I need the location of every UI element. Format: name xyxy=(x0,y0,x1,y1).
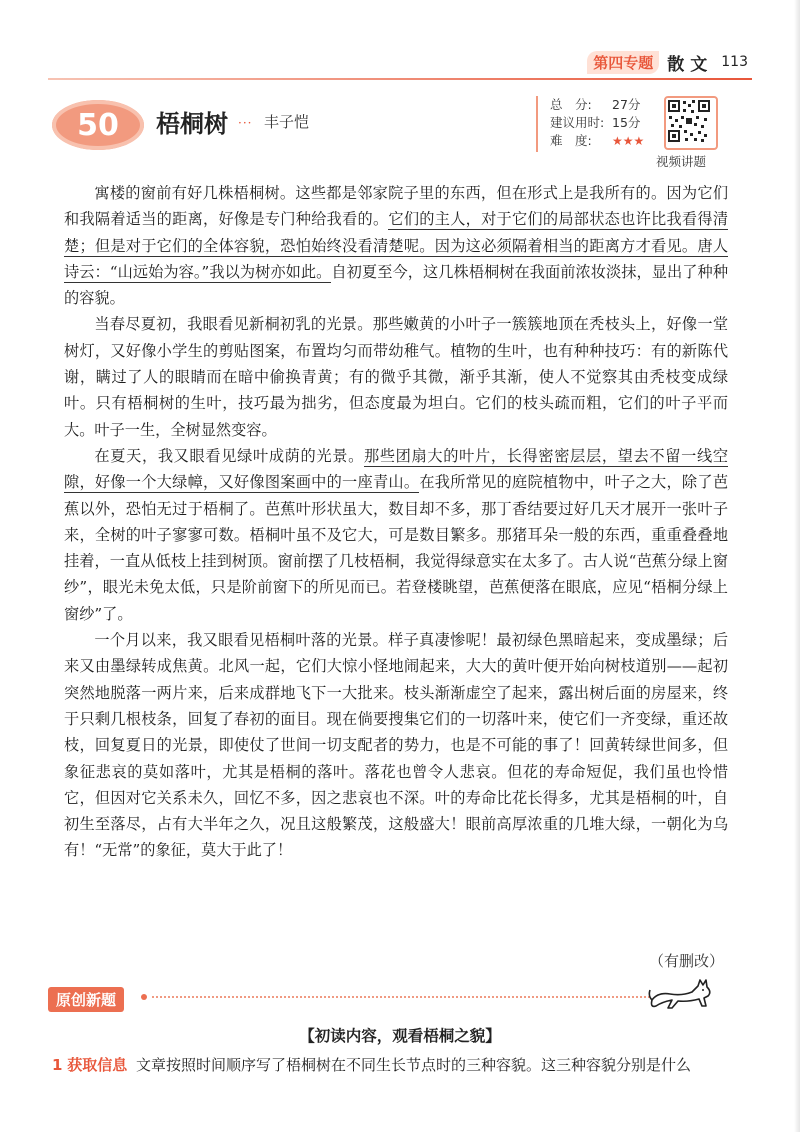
section-name: 散文 xyxy=(667,54,714,75)
qr-label: 视频讲题 xyxy=(656,154,707,169)
article-author: 丰子恺 xyxy=(264,113,310,131)
article-title: 梧桐树 xyxy=(156,110,228,138)
running-header xyxy=(587,50,748,74)
difficulty-row xyxy=(550,132,668,150)
p3-text-b: 在我所常见的庭院植物中，叶子之大，除了芭蕉以外，恐怕无过于梧桐了。芭蕉叶形状虽大，数目却不多，那丁香结要过好几天才展开一张叶子来，全树的叶子寥寥可数。梧桐叶虽不及它大，可是数目繁多。那猪耳朵一般的东西，重重叠叠地挂着，一直从低枝上挂到树顶。窗前摆了几枝梧桐，我觉得绿意实在太多了。古人说“芭蕉分绿上窗纱”，眼光未免太低，只是阶前窗下的所见而已。若登楼眺望，芭蕉便落在眼底，应见“梧桐分绿上窗纱”了。 xyxy=(64,473,729,623)
paragraph-2: 当春尽夏初，我眼看见新桐初乳的光景。那些嫩黄的小叶子一簇簇地顶在秃枝头上，好像一堂树灯，又好像小学生的剪贴图案，布置均匀而带幼稚气。植物的生叶，也有种种技巧：有的新陈代谢，瞒过了人的眼睛而在暗中偷换青黄；有的微乎其微，渐乎其渐，使人不觉察其由秃枝变成绿叶。只有梧桐树的生叶，技巧最为拙劣，但态度最为坦白。它们的枝头疏而粗，它们的叶子平而大。叶子一生，全树显然变容。 xyxy=(64,315,728,439)
title-dots: ··· xyxy=(238,116,253,130)
p1-text-a: 寓楼的窗前有好几株梧桐树。这些都是邻家院子里的东西，但在形式上是我所有的。因为它们和我隔着适当的距离，好像是专门种给我看的。 xyxy=(64,184,728,229)
article-number: 50 xyxy=(77,107,119,143)
article-number-badge xyxy=(52,100,144,150)
p3-text-a: 在夏天，我又眼看见绿叶成荫的光景。 xyxy=(94,446,364,465)
question-1-tag: 获取信息 xyxy=(67,1056,128,1074)
p1-text-b: 自初夏至今，这几株梧桐树在我面前浓妆淡抹，显出了种种的容貌。 xyxy=(64,262,729,308)
difficulty-label: 难 度: xyxy=(550,133,592,148)
time-value: 15分 xyxy=(612,115,641,130)
new-questions-badge: 原创新题 xyxy=(48,987,124,1012)
article-body xyxy=(64,180,728,864)
cat-icon xyxy=(648,970,718,1018)
time-row xyxy=(550,114,668,132)
question-1-number: 1 xyxy=(52,1056,63,1074)
page-edge xyxy=(794,0,800,1132)
qr-code-icon[interactable] xyxy=(664,96,718,150)
score-row xyxy=(550,96,668,114)
header-rule xyxy=(48,78,752,80)
score-value: 27分 xyxy=(612,97,641,112)
section-subheading: 【初读内容，观看梧桐之貌】 xyxy=(299,1027,501,1045)
page-number: 113 xyxy=(721,54,748,70)
difficulty-stars: ★★★ xyxy=(612,134,645,148)
question-1 xyxy=(52,1054,752,1075)
score-label: 总 分: xyxy=(550,97,592,112)
dotted-divider xyxy=(152,996,650,998)
time-label: 建议用时: xyxy=(550,115,605,130)
question-1-text: 文章按照时间顺序写了梧桐树在不同生长节点时的三种容貌。这三种容貌分别是什么 xyxy=(136,1056,692,1074)
source-note: （有删改） xyxy=(648,952,724,970)
topic-label: 第四专题 xyxy=(587,51,659,74)
badge-dot xyxy=(141,994,147,1000)
p1-underlined: 它们的主人，对于它们的局部状态也许比我看得清楚；但是对于它们的全体容貌，恐怕始终没看清楚呢。因为这必须隔着相当的距离方才看见。唐人诗云：“山远始为容。”我以为树亦如此。 xyxy=(64,210,729,281)
paragraph-4: 一个月以来，我又眼看见梧桐叶落的光景。样子真凄惨呢！最初绿色黑暗起来，变成墨绿；后来又由墨绿转成焦黄。北风一起，它们大惊小怪地闹起来，大大的黄叶便开始向树枝道别——起初突然地脱落一两片来，后来成群地飞下一大批来。枝头渐渐虚空了起来，露出树后面的房屋来，终于只剩几根枝条，回复了春初的面目。现在倘要搜集它们的一切落叶来，使它们一齐变绿，重还故枝，回复夏日的光景，即使仗了世间一切支配者的势力，也是不可能的事了！回黄转绿世间多，但象征悲哀的莫如落叶，尤其是梧桐的落叶。落花也曾令人悲哀。但花的寿命短促，我们虽也怜惜它，但因对它关系未久，回忆不多，因之悲哀也不深。叶的寿命比花长得多，尤其是梧桐的叶，自初生至落尽，占有大半年之久，况且这般繁茂，这般盛大！眼前高厚浓重的几堆大绿，一朝化为乌有！“无常”的象征，莫大于此了！ xyxy=(64,631,728,860)
info-box xyxy=(536,96,668,152)
p3-underlined: 那些团扇大的叶片，长得密密层层，望去不留一线空隙，好像一个大绿幛，又好像图案画中的一座青山。 xyxy=(64,446,729,492)
paragraph-1 xyxy=(64,180,728,311)
paragraph-3 xyxy=(64,443,728,627)
